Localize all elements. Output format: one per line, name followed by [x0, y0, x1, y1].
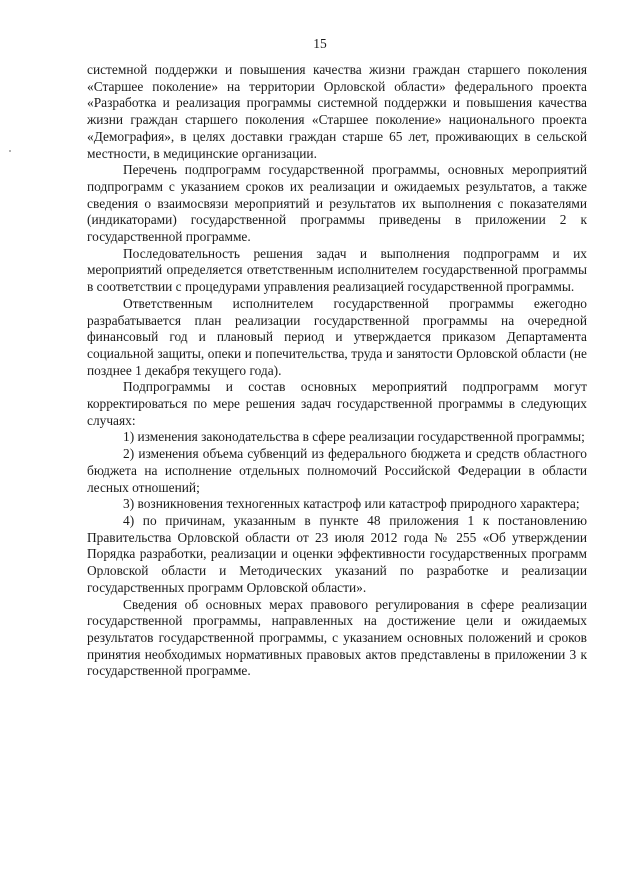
paragraph-continuation: системной поддержки и повышения качества жизни граждан старшего поколения «Старшее поколение» на территории Орловской области» федерального проекта «Разработка и реализация программы системной поддержки и повышения качества жизни граждан старшего поколения «Старшее поколение» национального проекта «Демография», в целях доставки граждан старше 65 лет, проживающих в сельской местности, в медицинские организации. [87, 62, 587, 161]
list-item-3: 3) возникновения техногенных катастроф или катастроф природного характера; [123, 496, 580, 512]
document-body [87, 62, 587, 680]
paragraph-legal-measures: Сведения об основных мерах правового регулирования в сфере реализации государственной программы, направленных на достижение цели и ожидаемых результатов государственной программы, с указанием основных положений и сроков принятия необходимых нормативных правовых актов представлены в приложении 3 к государственной программе. [87, 596, 587, 679]
paragraph-adjustment-cases: Подпрограммы и состав основных мероприятий подпрограмм могут корректироваться по мере решения задач государственной программы в следующих случаях: [87, 379, 587, 428]
paragraph-sequence: Последовательность решения задач и выполнения подпрограмм и их мероприятий определяется ответственным исполнителем государственной программы в соответствии с процедурами управления реализацией государственной программы. [87, 245, 587, 295]
list-item-2: 2) изменения объема субвенций из федерального бюджета и средств областного бюджета на исполнение отдельных полномочий Российской Федерации в области лесных отношений; [87, 446, 587, 495]
paragraph-responsible-executor: Ответственным исполнителем государственной программы ежегодно разрабатывается план реализации государственной программы на очередной финансовый год и плановый период и утверждается приказом Департамента социальной защиты, опеки и попечительства, труда и занятости Орловской области (не позднее 1 декабря текущего года). [87, 295, 587, 378]
paragraph-subprogram-list: Перечень подпрограмм государственной программы, основных мероприятий подпрограмм с указанием сроков их реализации и ожидаемых результатов, а также сведения о взаимосвязи мероприятий и результатов их выполнения с показателями (индикаторами) государственной программы приведены в приложении 2 к государственной программе. [87, 162, 587, 245]
list-item-4: 4) по причинам, указанным в пункте 48 приложения 1 к постановлению Правительства Орловской области от 23 июля 2012 года № 255 «Об утверждении Порядка разработки, реализации и оценки эффективности государственных программ Орловской области и Методических указаний по разработке и реализации государственных программ Орловской области». [87, 512, 587, 595]
page-number: 15 [313, 36, 327, 51]
scan-artifact-dot [9, 150, 11, 152]
list-item-1: 1) изменения законодательства в сфере реализации государственной программы; [123, 429, 585, 445]
